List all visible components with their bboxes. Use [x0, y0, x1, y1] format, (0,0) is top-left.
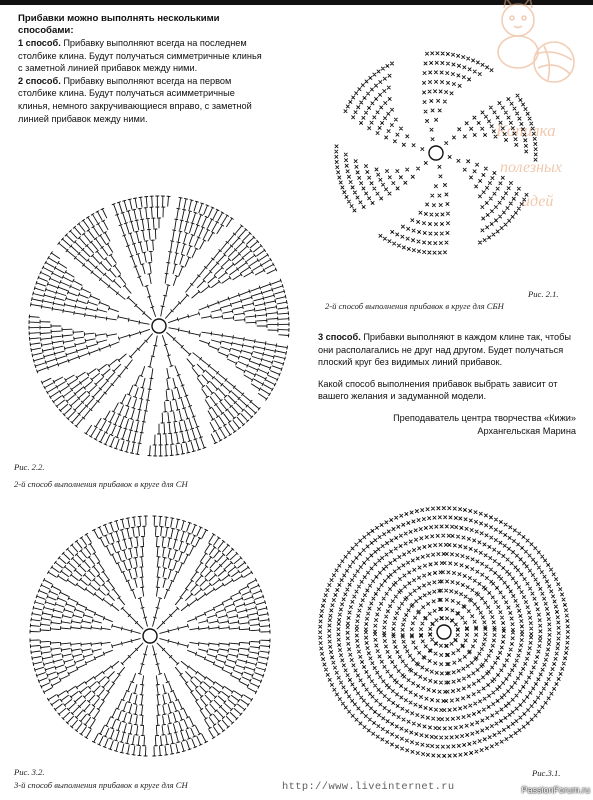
logo-caption-3: идей [522, 193, 554, 210]
intro-title: Прибавки можно выполнять несколькими способами: [18, 13, 220, 36]
intro-text [18, 13, 266, 125]
method-2-text: Прибавку выполняют всегда на первом столбике клина. Будут получаться асимметричные клинья, немного закручивающиеся вправо, с заметной линией прибавок между ними. [18, 75, 252, 124]
credit-line-2: Архангельская Марина [477, 425, 576, 436]
fig-3-1-number: Рис.3.1. [532, 768, 561, 778]
method-1-text: Прибавку выполняют всегда на последнем столбике клина. Будут получаться симметричные клинья с заметной линией прибавок между ними. [18, 38, 262, 74]
fig-2-2-number: Рис. 2.2. [14, 462, 45, 472]
logo-caption-2: полезных [500, 159, 562, 176]
fig-2-1-number: Рис. 2.1. [528, 289, 559, 299]
method-3-text-block [318, 331, 576, 437]
method-1-paragraph [18, 37, 266, 75]
fig-3-2-caption: 3-й способ выполнения прибавок в круге для СН [14, 780, 188, 790]
choice-paragraph: Какой способ выполнения прибавок выбрать зависит от вашего желания и задуманной модели. [318, 378, 558, 402]
method-3-text: Прибавки выполняют в каждом клине так, чтобы они располагались не друг над другом. Будет получаться плоский круг без видимых линий прибавок. [318, 332, 571, 368]
method-3-paragraph [318, 331, 576, 369]
fig-2-1-caption: 2-й способ выполнения прибавок в круге для СБН [325, 301, 504, 311]
method-3-label: 3 способ. [318, 332, 361, 342]
credit-line-1: Преподаватель центра творчества «Кижи» [393, 412, 576, 423]
fig-3-2-number: Рис. 3.2. [14, 767, 45, 777]
author-credit [318, 412, 576, 437]
method-2-paragraph [18, 75, 266, 125]
method-1-label: 1 способ. [18, 38, 61, 48]
logo-caption-1: Копилка [496, 121, 556, 140]
figure-2-2-crochet-diagram [14, 192, 304, 460]
watermark-url: http://www.liveinternet.ru [282, 781, 455, 793]
method-2-label: 2 способ. [18, 75, 61, 86]
figure-3-1-crochet-diagram [308, 498, 580, 768]
figure-3-2-crochet-diagram [22, 512, 284, 762]
figure-2-1-crochet-diagram [300, 45, 568, 290]
fig-2-2-caption: 2-й способ выполнения прибавок в круге для СН [14, 479, 188, 489]
watermark-site: PassionForum.ru [521, 785, 590, 795]
